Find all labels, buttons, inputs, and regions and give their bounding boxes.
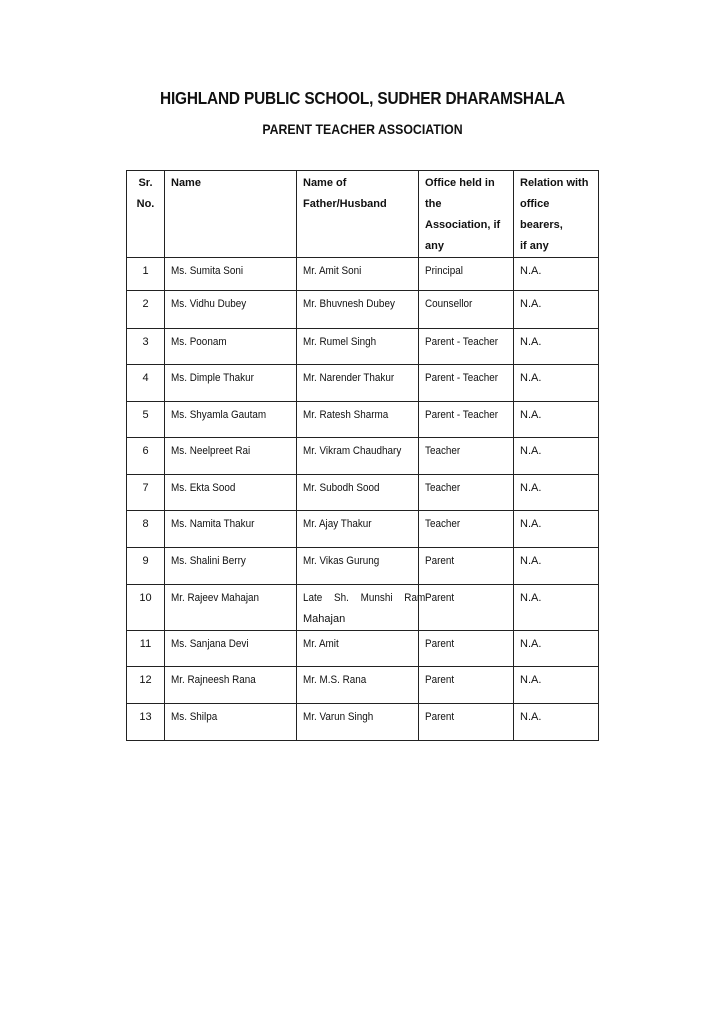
cell-text-office: Teacher <box>425 482 461 494</box>
cell-office-held <box>419 291 514 329</box>
cell-text-relation: N.A. <box>520 265 542 277</box>
cell-sr-no <box>127 704 165 741</box>
cell-text-relation: N.A. <box>520 445 542 457</box>
table-row <box>127 291 599 329</box>
cell-text-office: Teacher <box>425 518 461 530</box>
cell-text-relation: N.A. <box>520 409 542 421</box>
cell-sr-no <box>127 585 165 631</box>
cell-text-office: Parent <box>425 674 455 686</box>
cell-father-husband <box>297 631 419 667</box>
cell-name <box>165 585 297 631</box>
cell-text-office: Parent - Teacher <box>425 372 499 384</box>
header-line: office bearers, <box>520 198 563 231</box>
cell-name <box>165 475 297 511</box>
cell-name <box>165 548 297 585</box>
cell-text-name: Ms. Sumita Soni <box>171 265 244 277</box>
cell-sr-no <box>127 291 165 329</box>
table-row <box>127 585 599 631</box>
cell-text-office: Parent <box>425 555 455 567</box>
cell-office-held <box>419 329 514 365</box>
cell-relation <box>514 667 599 704</box>
cell-sr-no <box>127 475 165 511</box>
cell-father-husband <box>297 438 419 475</box>
cell-sr-no <box>127 329 165 365</box>
cell-text-name: Ms. Sanjana Devi <box>171 638 249 650</box>
cell-text-father: Mr. Ratesh Sharma <box>303 409 389 421</box>
cell-name <box>165 365 297 402</box>
cell-relation <box>514 291 599 329</box>
cell-text-relation: N.A. <box>520 298 542 310</box>
cell-text-father: Mr. Rumel Singh <box>303 336 377 348</box>
cell-text-sr: 2 <box>142 298 149 310</box>
cell-father-husband <box>297 511 419 548</box>
cell-text-father: Mr. Ajay Thakur <box>303 518 372 530</box>
cell-sr-no <box>127 631 165 667</box>
pta-members-table <box>126 170 599 741</box>
cell-office-held <box>419 438 514 475</box>
cell-office-held <box>419 365 514 402</box>
cell-text-relation: N.A. <box>520 336 542 348</box>
cell-text-sr: 11 <box>139 638 152 650</box>
header-line: Association, if <box>425 219 501 231</box>
cell-text-office: Counsellor <box>425 298 473 310</box>
header-line: Sr. <box>138 177 153 189</box>
cell-father-husband <box>297 667 419 704</box>
header-line: Name <box>171 177 201 189</box>
cell-text-sr: 10 <box>139 592 152 604</box>
cell-father-husband <box>297 291 419 329</box>
cell-text-father: Mr. Vikram Chaudhary <box>303 445 402 457</box>
table-row <box>127 258 599 291</box>
cell-sr-no <box>127 365 165 402</box>
cell-name <box>165 438 297 475</box>
cell-relation <box>514 329 599 365</box>
table-row <box>127 631 599 667</box>
table-row <box>127 438 599 475</box>
cell-office-held <box>419 704 514 741</box>
cell-relation <box>514 511 599 548</box>
cell-relation <box>514 438 599 475</box>
cell-sr-no <box>127 511 165 548</box>
table-header-row <box>127 171 599 258</box>
header-name <box>165 171 297 258</box>
header-relation <box>514 171 599 258</box>
header-line: if any <box>520 240 549 252</box>
cell-text-sr: 8 <box>142 518 149 530</box>
cell-text-office: Parent - Teacher <box>425 336 499 348</box>
cell-text-relation: N.A. <box>520 555 542 567</box>
table-row <box>127 475 599 511</box>
header-line: Father/Husband <box>303 198 387 210</box>
cell-office-held <box>419 548 514 585</box>
cell-office-held <box>419 258 514 291</box>
cell-father-husband <box>297 475 419 511</box>
cell-text-father: Mr. Subodh Sood <box>303 482 380 494</box>
cell-text-office: Parent - Teacher <box>425 409 499 421</box>
cell-text-relation: N.A. <box>520 482 542 494</box>
cell-text-sr: 7 <box>142 482 149 494</box>
cell-name <box>165 329 297 365</box>
cell-text-name: Ms. Neelpreet Rai <box>171 445 251 457</box>
cell-text-sr: 4 <box>142 372 149 384</box>
cell-text-name: Ms. Vidhu Dubey <box>171 298 247 310</box>
cell-text-relation: N.A. <box>520 592 542 604</box>
cell-relation <box>514 365 599 402</box>
cell-relation <box>514 704 599 741</box>
cell-text-name: Ms. Shalini Berry <box>171 555 246 567</box>
cell-name <box>165 402 297 438</box>
header-line: any <box>425 240 444 252</box>
cell-sr-no <box>127 402 165 438</box>
cell-text-relation: N.A. <box>520 372 542 384</box>
cell-sr-no <box>127 438 165 475</box>
cell-text-sr: 13 <box>139 711 152 723</box>
table-row <box>127 402 599 438</box>
cell-office-held <box>419 475 514 511</box>
cell-father-husband <box>297 402 419 438</box>
cell-text-name: Ms. Ekta Sood <box>171 482 236 494</box>
cell-text-relation: N.A. <box>520 518 542 530</box>
cell-text-father2: Mahajan <box>303 613 346 625</box>
table-row <box>127 365 599 402</box>
document-subtitle: PARENT TEACHER ASSOCIATION <box>262 121 463 137</box>
cell-name <box>165 258 297 291</box>
cell-text-name: Ms. Shilpa <box>171 711 218 723</box>
cell-relation <box>514 402 599 438</box>
cell-father-husband <box>297 585 426 631</box>
cell-text-name: Ms. Poonam <box>171 336 227 348</box>
cell-office-held <box>419 511 514 548</box>
cell-father-husband <box>297 329 419 365</box>
cell-text-sr: 12 <box>139 674 152 686</box>
cell-text-office: Principal <box>425 265 463 277</box>
cell-relation <box>514 585 599 631</box>
table-row <box>127 704 599 741</box>
table-row <box>127 329 599 365</box>
cell-text-office: Parent <box>425 711 455 723</box>
cell-text-father: Mr. Varun Singh <box>303 711 374 723</box>
header-sr-no <box>127 171 165 258</box>
cell-father-husband <box>297 704 419 741</box>
cell-office-held <box>419 402 514 438</box>
cell-text-father: Mr. Bhuvnesh Dubey <box>303 298 395 310</box>
cell-office-held <box>419 667 514 704</box>
cell-sr-no <box>127 667 165 704</box>
cell-name <box>165 631 297 667</box>
cell-name <box>165 704 297 741</box>
cell-text-father: Mr. Vikas Gurung <box>303 555 380 567</box>
cell-text-father: Mr. M.S. Rana <box>303 674 367 686</box>
header-line: No. <box>136 198 155 210</box>
cell-text-father: Mr. Amit <box>303 638 339 650</box>
cell-text-father: Mr. Amit Soni <box>303 265 362 277</box>
cell-text-office: Parent <box>425 592 455 604</box>
cell-text-office: Parent <box>425 638 455 650</box>
cell-sr-no <box>127 548 165 585</box>
cell-office-held <box>419 585 514 631</box>
header-office-held <box>419 171 514 258</box>
cell-father-husband <box>297 365 419 402</box>
cell-sr-no <box>127 258 165 291</box>
cell-text-sr: 1 <box>142 265 149 277</box>
cell-name <box>165 667 297 704</box>
cell-text-name: Mr. Rajeev Mahajan <box>171 592 260 604</box>
header-line: Name of <box>303 177 347 189</box>
cell-text-sr: 5 <box>142 409 149 421</box>
cell-relation <box>514 631 599 667</box>
header-line: Relation with <box>520 177 589 189</box>
cell-name <box>165 511 297 548</box>
cell-text-name: Ms. Shyamla Gautam <box>171 409 267 421</box>
cell-father-husband <box>297 548 419 585</box>
cell-text-relation: N.A. <box>520 711 542 723</box>
cell-relation <box>514 548 599 585</box>
cell-father-husband <box>297 258 419 291</box>
cell-relation <box>514 258 599 291</box>
cell-text-sr: 9 <box>142 555 149 567</box>
cell-text-relation: N.A. <box>520 638 542 650</box>
cell-text-father: Late Sh. Munshi Ram <box>303 592 426 604</box>
document-title: HIGHLAND PUBLIC SCHOOL, SUDHER DHARAMSHALA <box>160 88 565 108</box>
cell-text-sr: 6 <box>142 445 149 457</box>
cell-text-sr: 3 <box>142 336 149 348</box>
cell-text-office: Teacher <box>425 445 461 457</box>
table-row <box>127 548 599 585</box>
table-row <box>127 511 599 548</box>
cell-text-name: Ms. Namita Thakur <box>171 518 255 530</box>
header-father-husband <box>297 171 419 258</box>
cell-office-held <box>419 631 514 667</box>
cell-text-name: Mr. Rajneesh Rana <box>171 674 256 686</box>
cell-relation <box>514 475 599 511</box>
table-row <box>127 667 599 704</box>
cell-text-relation: N.A. <box>520 674 542 686</box>
cell-name <box>165 291 297 329</box>
cell-text-name: Ms. Dimple Thakur <box>171 372 254 384</box>
cell-text-father: Mr. Narender Thakur <box>303 372 395 384</box>
header-line: Office held in the <box>425 177 495 210</box>
